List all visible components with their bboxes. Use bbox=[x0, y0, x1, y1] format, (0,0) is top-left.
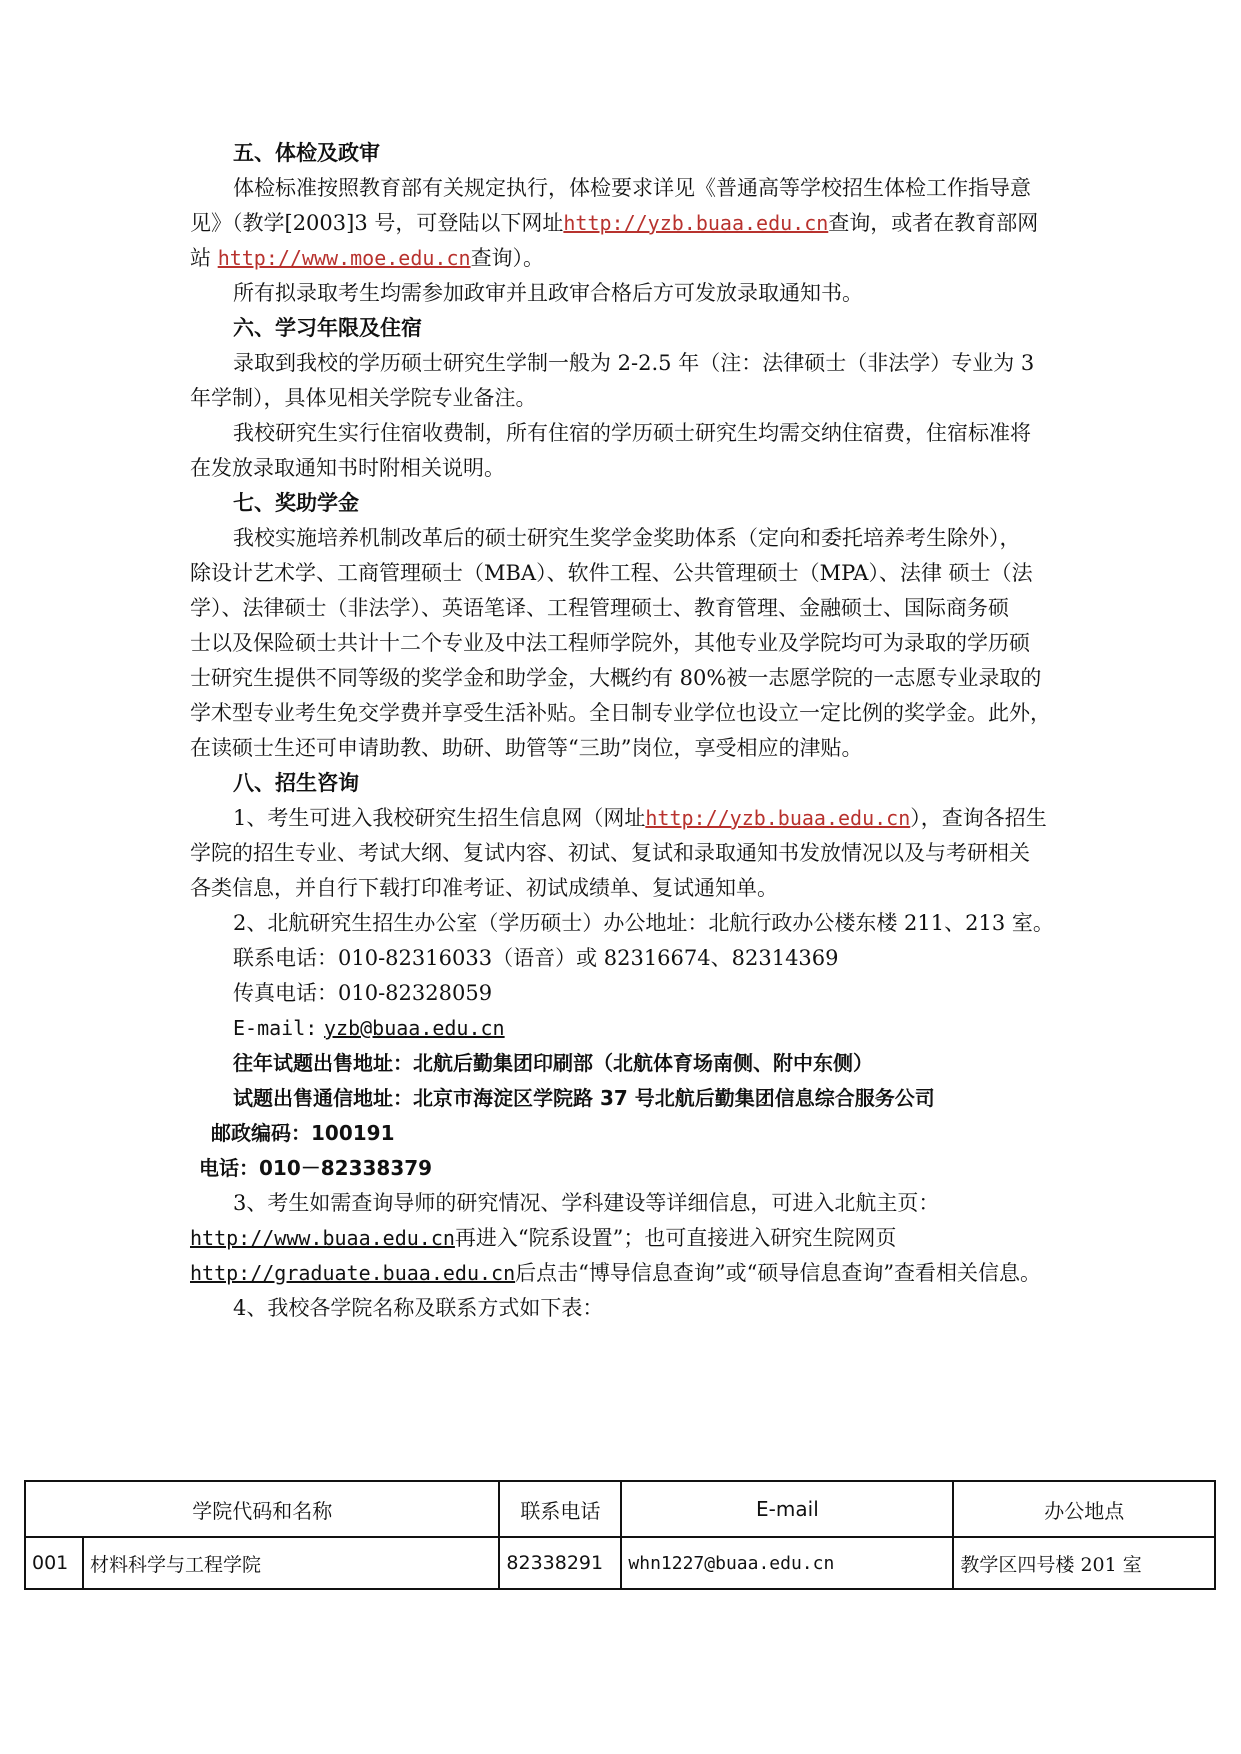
section-8-item-1-line-2: 学院的招生专业、考试大纲、复试内容、初试、复试和录取通知书发放情况以及与考研相关 bbox=[190, 841, 1030, 865]
table-header-row bbox=[25, 1481, 1215, 1537]
section-7-line: 学术型专业考生免交学费并享受生活补贴。全日制专业学位也设立一定比例的奖学金。此外， bbox=[190, 701, 1051, 725]
section-6-paragraph-2-line-2: 在发放录取通知书时附相关说明。 bbox=[190, 456, 505, 480]
email-label: E-mail: bbox=[233, 1016, 318, 1040]
graduate-school-link[interactable]: http://graduate.buaa.edu.cn bbox=[190, 1261, 516, 1285]
section-8-item-3-line-2 bbox=[190, 1225, 896, 1251]
section-8-item-3-line-3 bbox=[190, 1260, 1041, 1286]
text-segment: 见》（教学[2003]3 号，可登陆以下网址 bbox=[190, 211, 564, 235]
college-email: whn1227@buaa.edu.cn bbox=[621, 1537, 953, 1589]
section-5-paragraph-1-line-1: 体检标准按照教育部有关规定执行，体检要求详见《普通高等学校招生体检工作指导意 bbox=[233, 176, 1031, 200]
college-location: 教学区四号楼 201 室 bbox=[953, 1537, 1215, 1589]
contact-email bbox=[233, 1015, 505, 1041]
yzb-link[interactable]: http://yzb.buaa.edu.cn bbox=[645, 806, 911, 830]
college-phone: 82338291 bbox=[499, 1537, 621, 1589]
section-8-item-1-line-3: 各类信息，并自行下载打印准考证、初试成绩单、复试通知单。 bbox=[190, 876, 778, 900]
section-6-paragraph-2-line-1: 我校研究生实行住宿收费制，所有住宿的学历硕士研究生均需交纳住宿费，住宿标准将 bbox=[233, 421, 1031, 445]
text-segment: 查询）。 bbox=[470, 246, 545, 270]
section-8-item-3-line-1: 3、考生如需查询导师的研究情况、学科建设等详细信息，可进入北航主页： bbox=[233, 1191, 940, 1215]
header-phone: 联系电话 bbox=[499, 1481, 621, 1537]
section-7-line: 除设计艺术学、工商管理硕士（MBA）、软件工程、公共管理硕士（MPA）、法律 硕士（法 bbox=[190, 561, 1033, 585]
text-segment: ），查询各招生 bbox=[910, 806, 1047, 830]
header-email: E-mail bbox=[621, 1481, 953, 1537]
section-5-paragraph-2: 所有拟录取考生均需参加政审并且政审合格后方可发放录取通知书。 bbox=[233, 281, 863, 305]
section-8-item-4: 4、我校各学院名称及联系方式如下表： bbox=[233, 1296, 604, 1320]
exam-sale-address: 往年试题出售地址：北航后勤集团印刷部（北航体育场南侧、附中东侧） bbox=[233, 1051, 873, 1075]
contact-fax: 传真电话：010-82328059 bbox=[233, 981, 493, 1005]
email-link[interactable]: yzb@buaa.edu.cn bbox=[323, 1016, 505, 1040]
section-7-line: 学）、法律硕士（非法学）、英语笔译、工程管理硕士、教育管理、金融硕士、国际商务硕 bbox=[190, 596, 1009, 620]
section-8-item-2-line-1: 2、北航研究生招生办公室（学历硕士）办公地址：北航行政办公楼东楼 211、213 室。 bbox=[233, 911, 1054, 935]
sales-phone: 电话：010－82338379 bbox=[199, 1156, 433, 1180]
section-8-title: 八、招生咨询 bbox=[233, 771, 359, 795]
section-5-paragraph-1-line-3 bbox=[190, 245, 544, 271]
text-segment: 1、考生可进入我校研究生招生信息网（网址 bbox=[233, 806, 646, 830]
text-segment: 站 bbox=[190, 246, 211, 270]
colleges-table bbox=[24, 1480, 1216, 1590]
text-segment: 再进入“院系设置”；也可直接进入研究生院网页 bbox=[454, 1226, 897, 1250]
moe-link[interactable]: http://www.moe.edu.cn bbox=[217, 246, 471, 270]
text-segment: 后点击“博导信息查询”或“硕导信息查询”查看相关信息。 bbox=[515, 1261, 1042, 1285]
exam-mail-address: 试题出售通信地址：北京市海淀区学院路 37 号北航后勤集团信息综合服务公司 bbox=[233, 1086, 935, 1110]
section-7-title: 七、奖助学金 bbox=[233, 491, 359, 515]
buaa-homepage-link[interactable]: http://www.buaa.edu.cn bbox=[190, 1226, 455, 1250]
section-7-line: 士以及保险硕士共计十二个专业及中法工程师学院外，其他专业及学院均可为录取的学历硕 bbox=[190, 631, 1030, 655]
section-7-line: 士研究生提供不同等级的奖学金和助学金，大概约有 80%被一志愿学院的一志愿专业录取的 bbox=[190, 666, 1042, 690]
section-6-paragraph-1-line-2: 年学制），具体见相关学院专业备注。 bbox=[190, 386, 537, 410]
section-8-item-1-line-1 bbox=[233, 805, 1047, 831]
text-segment: 查询，或者在教育部网 bbox=[828, 211, 1039, 235]
header-college: 学院代码和名称 bbox=[25, 1481, 499, 1537]
postcode: 邮政编码：100191 bbox=[211, 1121, 395, 1145]
section-7-line: 我校实施培养机制改革后的硕士研究生奖学金奖助体系（定向和委托培养考生除外）， bbox=[233, 526, 1021, 550]
section-5-paragraph-1-line-2 bbox=[190, 210, 1038, 236]
college-code: 001 bbox=[25, 1537, 83, 1589]
section-6-paragraph-1-line-1: 录取到我校的学历硕士研究生学制一般为 2-2.5 年（注：法律硕士（非法学）专业为 3 bbox=[233, 351, 1035, 375]
section-5-title: 五、体检及政审 bbox=[233, 141, 380, 165]
contact-phone: 联系电话：010-82316033（语音）或 82316674、82314369 bbox=[233, 946, 839, 970]
yzb-link[interactable]: http://yzb.buaa.edu.cn bbox=[563, 211, 829, 235]
section-6-title: 六、学习年限及住宿 bbox=[233, 316, 422, 340]
table-row bbox=[25, 1537, 1215, 1589]
section-7-line: 在读硕士生还可申请助教、助研、助管等“三助”岗位，享受相应的津贴。 bbox=[190, 736, 863, 760]
college-name: 材料科学与工程学院 bbox=[83, 1537, 499, 1589]
header-location: 办公地点 bbox=[953, 1481, 1215, 1537]
